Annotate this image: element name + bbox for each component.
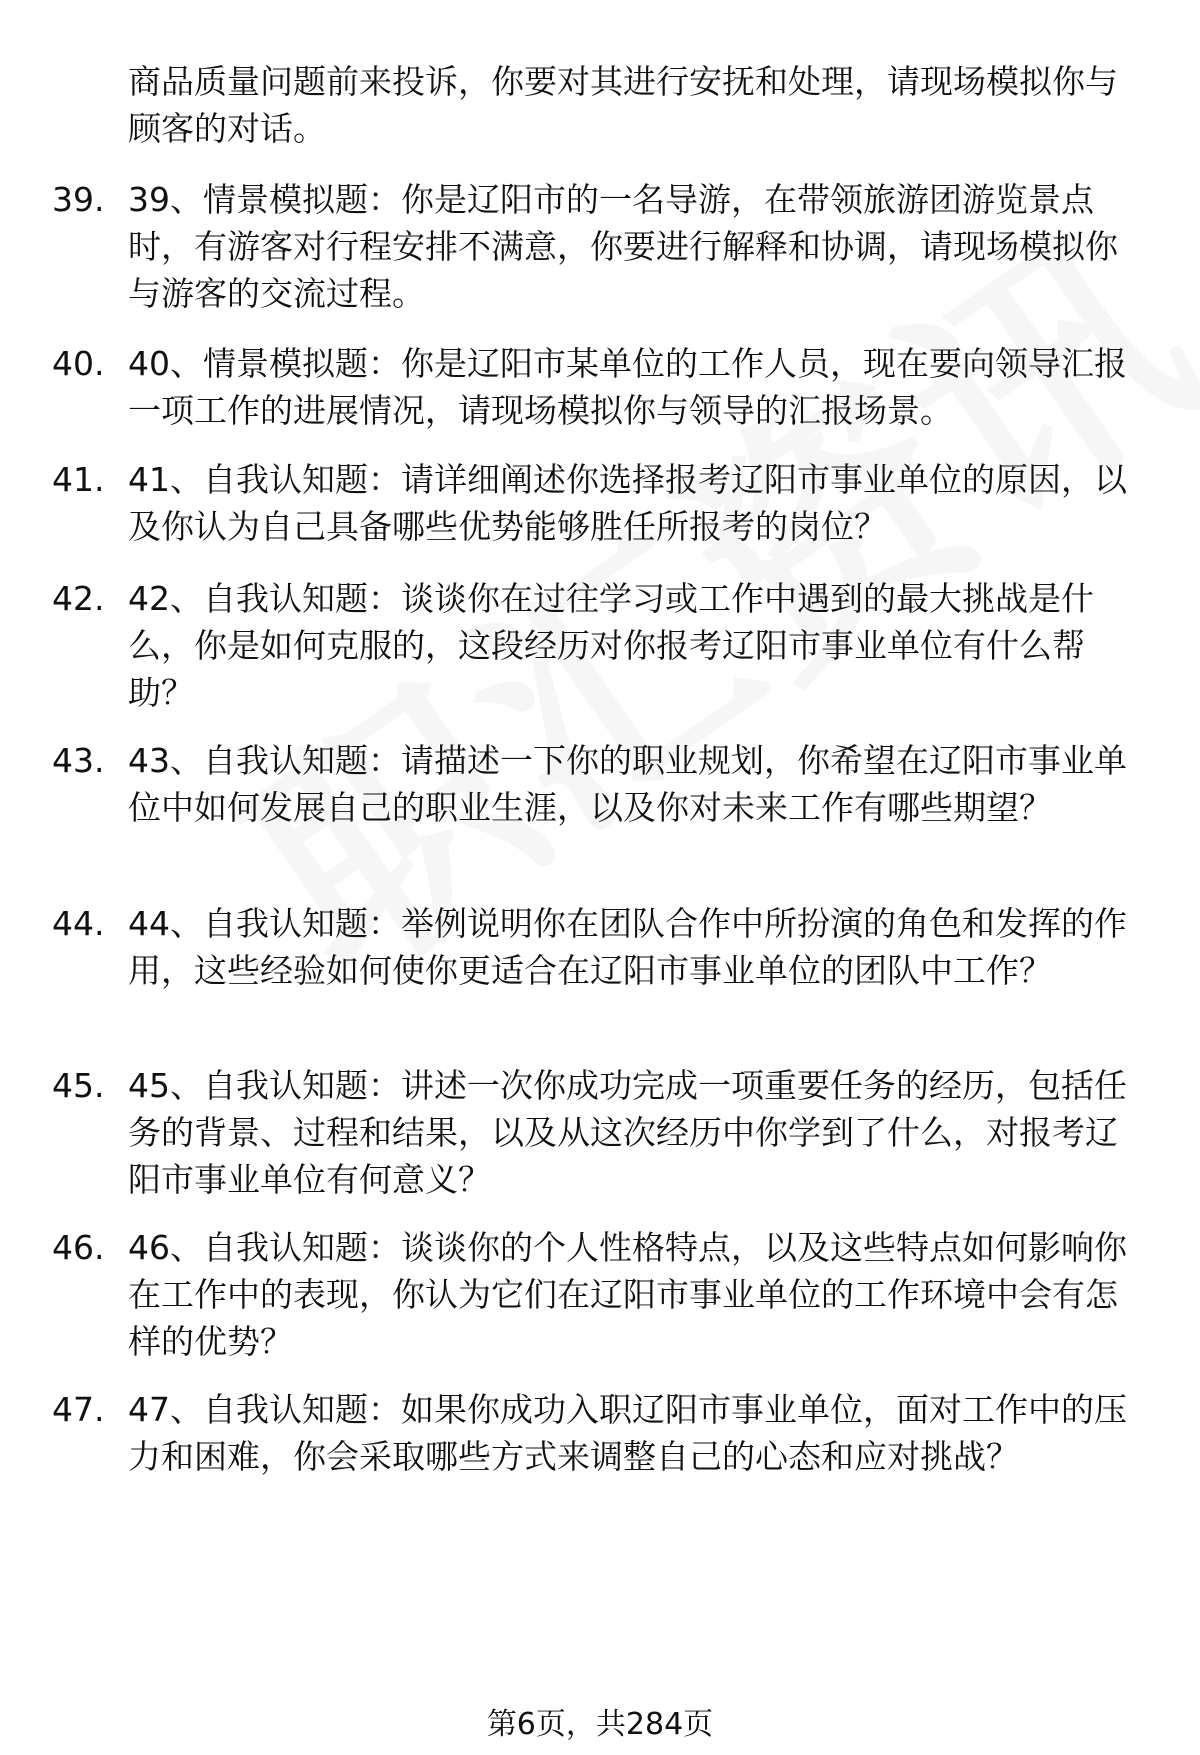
question-text: 44、自我认知题：举例说明你在团队合作中所扮演的角色和发挥的作用，这些经验如何使你更适合在辽阳市事业单位的团队中工作？ [128,904,1127,990]
question-number: 43. [52,741,105,780]
question-text: 42、自我认知题：谈谈你在过往学习或工作中遇到的最大挑战是什么，你是如何克服的，这段经历对你报考辽阳市事业单位有什么帮助？ [128,579,1094,712]
question-number: 45. [52,1066,105,1105]
question-number: 47. [52,1390,105,1429]
page-footer: 第6页，共284页 [486,1707,714,1742]
question-number: 46. [52,1228,105,1267]
question-number: 42. [52,579,105,618]
question-number: 44. [52,904,105,943]
question-number: 40. [52,344,105,383]
question-text: 45、自我认知题：讲述一次你成功完成一项重要任务的经历，包括任务的背景、过程和结果，以及从这次经历中你学到了什么，对报考辽阳市事业单位有何意义？ [128,1066,1127,1199]
question-text: 43、自我认知题：请描述一下你的职业规划，你希望在辽阳市事业单位中如何发展自己的职业生涯，以及你对未来工作有哪些期望？ [128,741,1127,827]
question-text: 47、自我认知题：如果你成功入职辽阳市事业单位，面对工作中的压力和困难，你会采取哪些方式来调整自己的心态和应对挑战？ [128,1390,1127,1476]
question-text: 39、情景模拟题：你是辽阳市的一名导游，在带领旅游团游览景点时，有游客对行程安排不满意，你要进行解释和协调，请现场模拟你与游客的交流过程。 [128,180,1118,313]
question-text: 40、情景模拟题：你是辽阳市某单位的工作人员，现在要向领导汇报一项工作的进展情况，请现场模拟你与领导的汇报场景。 [128,344,1127,430]
continuation-text: 商品质量问题前来投诉，你要对其进行安抚和处理，请现场模拟你与顾客的对话。 [128,62,1118,148]
question-text: 41、自我认知题：请详细阐述你选择报考辽阳市事业单位的原因，以及你认为自己具备哪些优势能够胜任所报考的岗位？ [128,460,1127,546]
question-text: 46、自我认知题：谈谈你的个人性格特点，以及这些特点如何影响你在工作中的表现，你认为它们在辽阳市事业单位的工作环境中会有怎样的优势？ [128,1228,1127,1361]
question-number: 41. [52,460,105,499]
question-number: 39. [52,180,105,219]
